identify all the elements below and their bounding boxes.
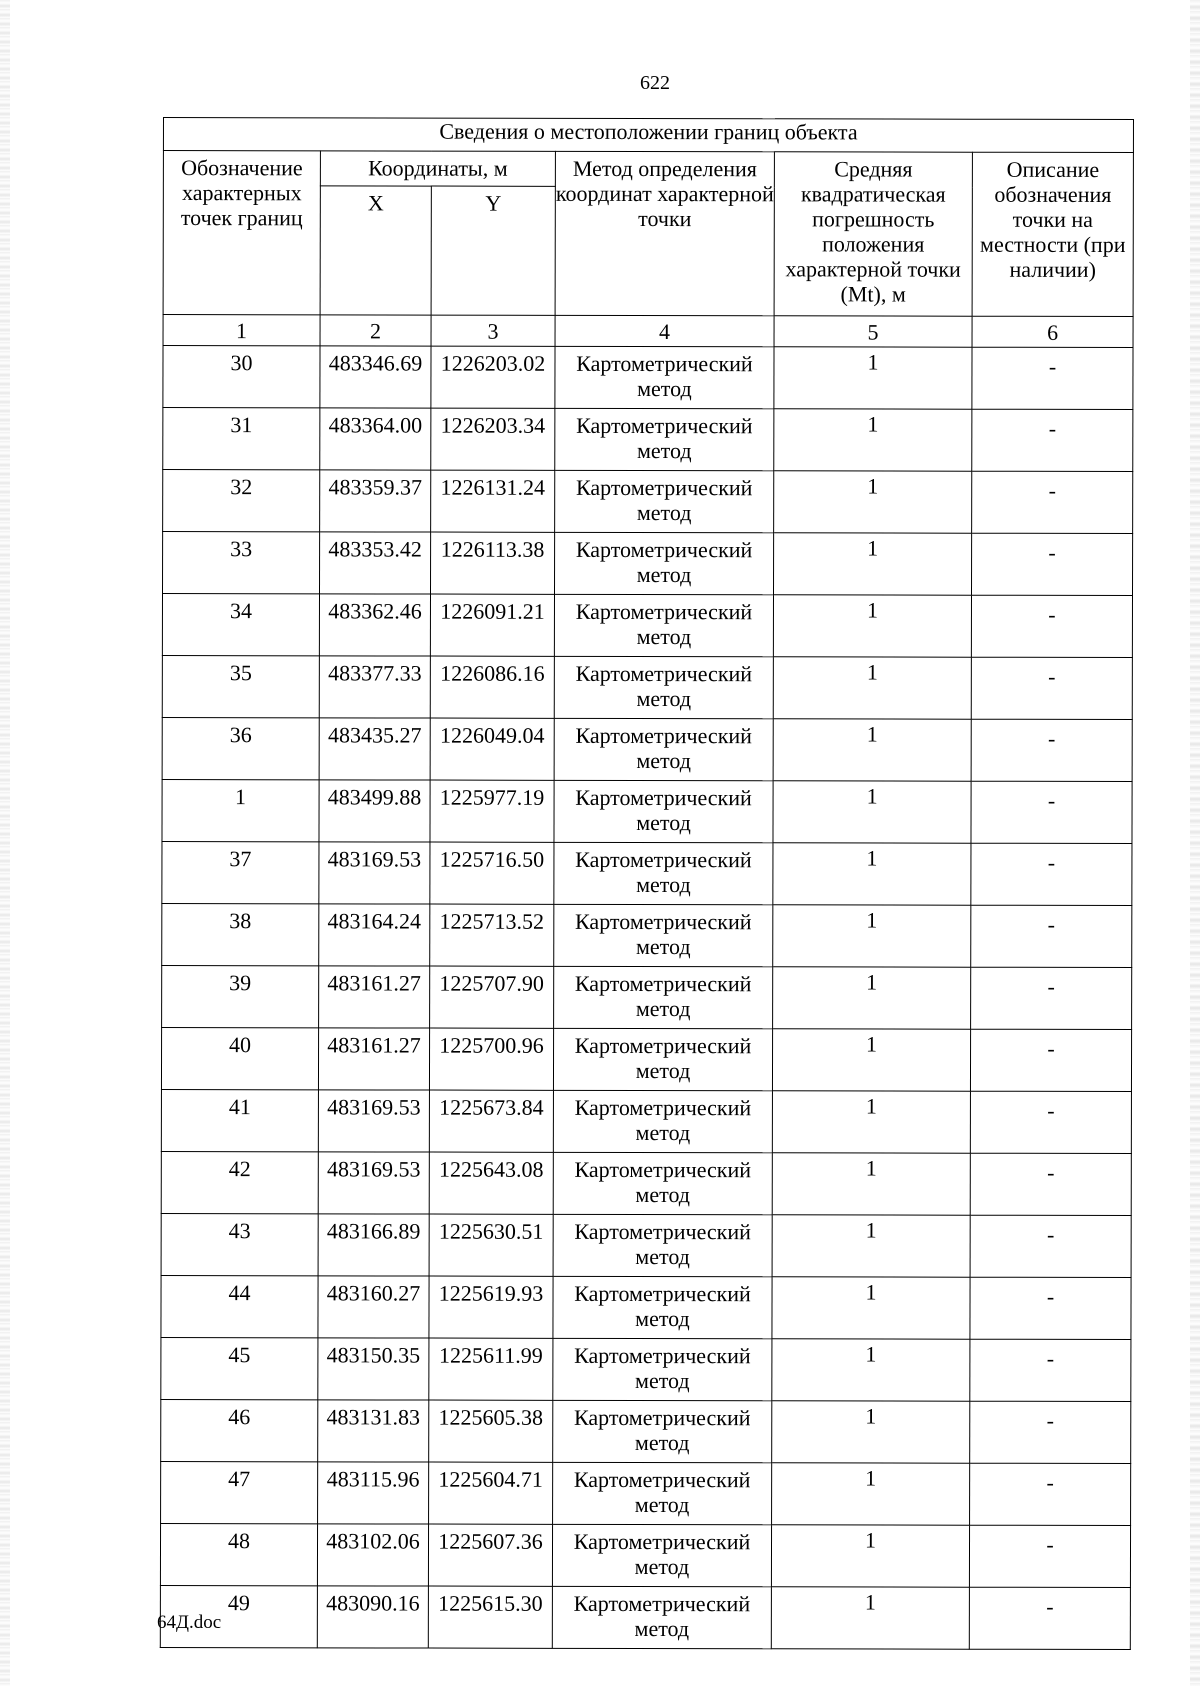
method-cell: Картометрический метод [555,532,774,594]
accuracy-cell: 1 [774,471,972,533]
point-cell: 44 [161,1275,318,1337]
header-coordinates: Координаты, м [320,151,555,186]
y-coordinate-cell: 1225615.30 [428,1586,552,1648]
header-x: X [320,186,431,315]
point-cell: 42 [161,1151,318,1213]
table-row [161,1027,1131,1091]
accuracy-cell: 1 [771,1587,969,1649]
x-coordinate-cell: 483115.96 [318,1462,429,1524]
y-coordinate-cell: 1225605.38 [429,1400,553,1462]
description-cell: - [970,1091,1131,1153]
method-cell: Картометрический метод [555,346,774,408]
accuracy-cell: 1 [773,781,971,843]
accuracy-cell: 1 [772,1277,970,1339]
column-number: 5 [774,316,972,347]
y-coordinate-cell: 1225607.36 [428,1524,552,1586]
y-coordinate-cell: 1226091.21 [430,594,554,656]
y-coordinate-cell: 1225707.90 [430,966,554,1028]
x-coordinate-cell: 483150.35 [318,1338,429,1400]
y-coordinate-cell: 1225630.51 [429,1214,553,1276]
x-coordinate-cell: 483377.33 [319,656,430,718]
x-coordinate-cell: 483364.00 [320,408,431,470]
x-coordinate-cell: 483346.69 [320,346,431,408]
description-cell: - [971,967,1132,1029]
table-row [162,655,1132,719]
point-cell: 1 [162,779,319,841]
table-row [160,1585,1130,1649]
method-cell: Картометрический метод [555,470,774,532]
y-coordinate-cell: 1226049.04 [430,718,554,780]
accuracy-cell: 1 [772,1091,970,1153]
description-cell: - [970,1153,1131,1215]
column-number: 4 [555,315,774,346]
column-number-row [163,315,1133,348]
column-number: 1 [163,315,320,346]
y-coordinate-cell: 1226131.24 [431,470,555,532]
description-cell: - [972,347,1133,409]
accuracy-cell: 1 [773,719,971,781]
table-row [161,1151,1131,1215]
point-cell: 47 [161,1461,318,1523]
x-coordinate-cell: 483362.46 [319,594,430,656]
accuracy-cell: 1 [772,1463,970,1525]
y-coordinate-cell: 1225716.50 [430,842,554,904]
column-number: 2 [320,315,431,346]
point-cell: 36 [162,717,319,779]
x-coordinate-cell: 483161.27 [318,1028,429,1090]
method-cell: Картометрический метод [552,1524,771,1586]
y-coordinate-cell: 1225977.19 [430,780,554,842]
point-cell: 46 [161,1399,318,1461]
y-coordinate-cell: 1226203.34 [431,408,555,470]
method-cell: Картометрический метод [553,1028,772,1090]
accuracy-cell: 1 [774,347,972,409]
method-cell: Картометрический метод [554,656,773,718]
x-coordinate-cell: 483160.27 [318,1276,429,1338]
method-cell: Картометрический метод [553,1152,772,1214]
x-coordinate-cell: 483169.53 [319,842,430,904]
method-cell: Картометрический метод [553,1276,772,1338]
description-cell: - [972,409,1133,471]
y-coordinate-cell: 1226203.02 [431,346,555,408]
point-cell: 31 [163,408,320,470]
point-cell: 48 [160,1523,317,1585]
accuracy-cell: 1 [773,595,971,657]
method-cell: Картометрический метод [555,408,774,470]
header-point: Обозначение характерных точек границ [163,151,320,315]
point-cell: 43 [161,1213,318,1275]
method-cell: Картометрический метод [553,1400,772,1462]
table-row [161,1337,1131,1401]
table-row [163,346,1133,410]
y-coordinate-cell: 1225619.93 [429,1276,553,1338]
accuracy-cell: 1 [773,967,971,1029]
x-coordinate-cell: 483353.42 [320,532,431,594]
y-coordinate-cell: 1225673.84 [429,1090,553,1152]
table-row [163,470,1133,534]
description-cell: - [971,595,1132,657]
description-cell: - [970,1401,1131,1463]
point-cell: 34 [162,594,319,656]
method-cell: Картометрический метод [554,842,773,904]
x-coordinate-cell: 483164.24 [319,904,430,966]
method-cell: Картометрический метод [553,1090,772,1152]
accuracy-cell: 1 [772,1339,970,1401]
footer-filename: 64Д.doc [157,1612,222,1633]
point-cell: 37 [162,841,319,903]
header-y: Y [431,186,555,315]
x-coordinate-cell: 483090.16 [317,1586,428,1648]
y-coordinate-cell: 1226086.16 [430,656,554,718]
description-cell: - [971,657,1132,719]
accuracy-cell: 1 [772,1215,970,1277]
description-cell: - [971,905,1132,967]
method-cell: Картометрический метод [554,904,773,966]
description-cell: - [970,1029,1131,1091]
method-cell: Картометрический метод [553,1338,772,1400]
method-cell: Картометрический метод [554,780,773,842]
accuracy-cell: 1 [772,1401,970,1463]
table-row [162,965,1132,1029]
description-cell: - [970,1215,1131,1277]
table-row [162,779,1132,843]
x-coordinate-cell: 483435.27 [319,718,430,780]
y-coordinate-cell: 1226113.38 [431,532,555,594]
table-row [163,532,1133,596]
x-coordinate-cell: 483359.37 [320,470,431,532]
y-coordinate-cell: 1225611.99 [429,1338,553,1400]
accuracy-cell: 1 [773,905,971,967]
table-row [161,1275,1131,1339]
table-row [162,717,1132,781]
header-description: Описание обозначения точки на местности (при наличии) [972,152,1133,316]
y-coordinate-cell: 1225604.71 [429,1462,553,1524]
method-cell: Картометрический метод [554,594,773,656]
header-accuracy: Средняя квадратическая погрешность положения характерной точки (Mt), м [774,152,972,316]
x-coordinate-cell: 483166.89 [318,1214,429,1276]
method-cell: Картометрический метод [553,1214,772,1276]
description-cell: - [972,533,1133,595]
point-cell: 38 [162,903,319,965]
column-number: 6 [972,316,1133,347]
accuracy-cell: 1 [771,1525,969,1587]
page-number: 622 [640,72,670,94]
table-row [162,841,1132,905]
method-cell: Картометрический метод [552,1586,771,1648]
table-row [161,1213,1131,1277]
x-coordinate-cell: 483131.83 [318,1400,429,1462]
table-row [160,1523,1130,1587]
x-coordinate-cell: 483161.27 [319,966,430,1028]
y-coordinate-cell: 1225700.96 [429,1028,553,1090]
accuracy-cell: 1 [774,533,972,595]
point-cell: 49 [160,1585,317,1647]
x-coordinate-cell: 483169.53 [318,1152,429,1214]
point-cell: 41 [161,1089,318,1151]
y-coordinate-cell: 1225643.08 [429,1152,553,1214]
point-cell: 33 [163,532,320,594]
point-cell: 39 [162,965,319,1027]
description-cell: - [969,1525,1130,1587]
description-cell: - [971,719,1132,781]
x-coordinate-cell: 483169.53 [318,1090,429,1152]
table-row [161,1399,1131,1463]
table-row [162,594,1132,658]
header-method: Метод определения координат характерной точки [555,151,774,315]
description-cell: - [971,843,1132,905]
point-cell: 40 [161,1027,318,1089]
point-cell: 30 [163,346,320,408]
accuracy-cell: 1 [774,409,972,471]
x-coordinate-cell: 483499.88 [319,780,430,842]
x-coordinate-cell: 483102.06 [317,1524,428,1586]
description-cell: - [969,1587,1130,1649]
point-cell: 35 [162,655,319,717]
scan-edge-right [1190,0,1200,1686]
accuracy-cell: 1 [772,1153,970,1215]
table-row [161,1089,1131,1153]
accuracy-cell: 1 [772,1029,970,1091]
point-cell: 45 [161,1337,318,1399]
table-caption: Сведения о местоположении границ объекта [163,118,1133,153]
description-cell: - [972,471,1133,533]
scan-edge-left [0,0,10,1686]
boundary-coordinates-table [160,117,1134,1650]
description-cell: - [970,1277,1131,1339]
method-cell: Картометрический метод [553,1462,772,1524]
column-number: 3 [431,315,555,346]
point-cell: 32 [163,470,320,532]
description-cell: - [971,781,1132,843]
description-cell: - [970,1339,1131,1401]
table-row [163,408,1133,472]
method-cell: Картометрический метод [554,718,773,780]
y-coordinate-cell: 1225713.52 [430,904,554,966]
accuracy-cell: 1 [773,843,971,905]
accuracy-cell: 1 [773,657,971,719]
table-row [161,1461,1131,1525]
method-cell: Картометрический метод [554,966,773,1028]
table-row [162,903,1132,967]
description-cell: - [970,1463,1131,1525]
